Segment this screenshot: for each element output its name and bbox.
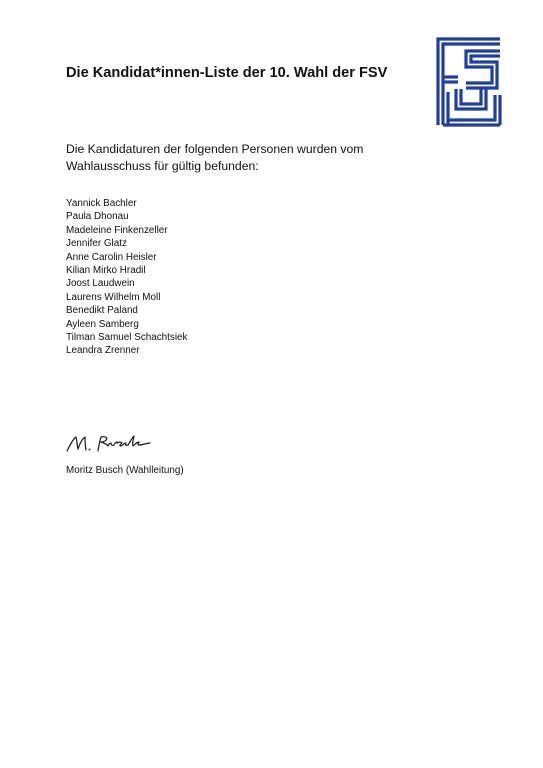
list-item: Laurens Wilhelm Moll	[66, 291, 161, 303]
fsv-logo-icon	[436, 37, 502, 127]
handwritten-signature-icon	[64, 433, 156, 455]
list-item: Jennifer Glatz	[66, 238, 127, 250]
list-item: Leandra Zrenner	[66, 345, 140, 357]
list-item: Joost Laudwein	[66, 278, 135, 290]
intro-paragraph: Die Kandidaturen der folgenden Personen wurden vom Wahlausschuss für gültig befunden:	[66, 142, 364, 173]
list-item: Benedikt Paland	[66, 305, 138, 317]
list-item: Yannick Bachler	[66, 198, 137, 209]
list-item: Paula Dhonau	[66, 211, 129, 223]
list-item: Tilman Samuel Schachtsiek	[66, 332, 188, 344]
document-title: Die Kandidat*innen-Liste der 10. Wahl der FSV	[66, 65, 388, 81]
list-item: Ayleen Samberg	[66, 318, 139, 330]
list-item: Kilian Mirko Hradil	[66, 265, 146, 277]
list-item: Anne Carolin Heisler	[66, 251, 157, 263]
candidate-list	[66, 197, 187, 358]
list-item: Madeleine Finkenzeller	[66, 224, 168, 236]
signer-name: Moritz Busch (Wahlleitung)	[66, 465, 184, 476]
